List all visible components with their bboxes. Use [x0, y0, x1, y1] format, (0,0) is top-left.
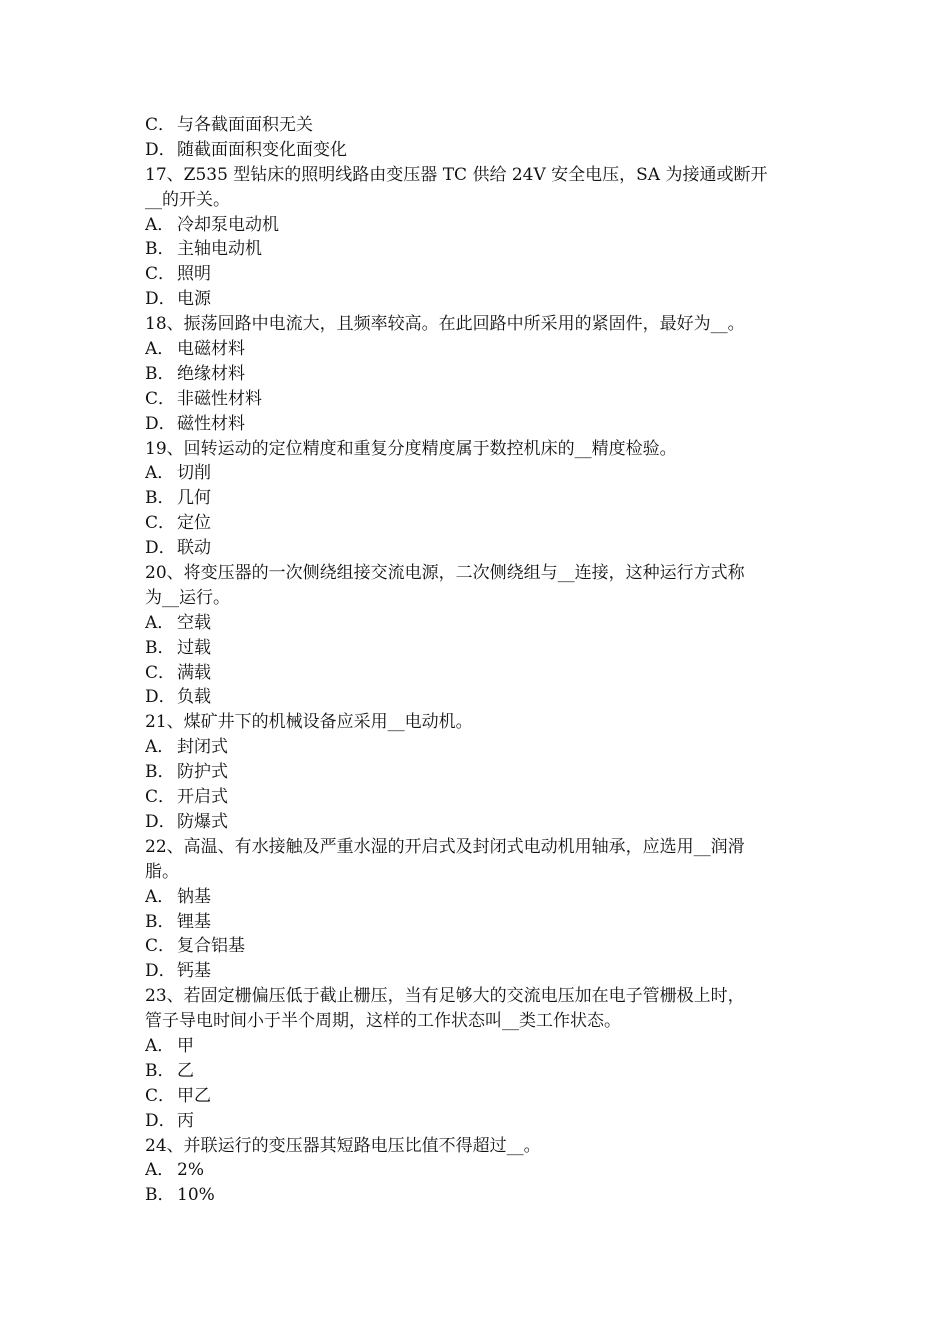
option-text: 防护式: [177, 762, 228, 783]
answer-option: [145, 760, 810, 785]
question-text-line: 17、Z535 型钻床的照明线路由变压器 TC 供给 24V 安全电压，SA 为接通或断开: [145, 164, 768, 185]
option-text: 与各截面面积无关: [177, 115, 313, 135]
answer-option: [145, 262, 810, 287]
option-text: 负载: [177, 687, 211, 708]
answer-option: [145, 461, 810, 486]
option-letter: C．: [145, 115, 176, 135]
option-letter: A．: [145, 1035, 175, 1056]
question-text-line: 脂。: [145, 861, 179, 882]
option-text: 复合铝基: [177, 936, 245, 957]
answer-option: [145, 287, 810, 312]
question-text-line: 24、并联运行的变压器其短路电压比值不得超过__。: [145, 1135, 541, 1156]
option-letter: A．: [145, 1160, 175, 1181]
option-text: 乙: [177, 1060, 194, 1081]
option-text: 冷却泵电动机: [177, 214, 279, 235]
option-letter: C．: [145, 662, 176, 683]
question-text-line: 22、高温、有水接触及严重水湿的开启式及封闭式电动机用轴承，应选用__润滑: [145, 836, 745, 857]
answer-option: [145, 885, 810, 910]
answer-option: [145, 611, 810, 636]
option-letter: D．: [145, 413, 176, 434]
option-letter: A．: [145, 339, 175, 360]
question-text-line: 18、振荡回路中电流大，且频率较高。在此回路中所采用的紧固件，最好为__。: [145, 314, 745, 335]
option-letter: B．: [145, 1060, 175, 1081]
option-letter: A．: [145, 886, 175, 907]
answer-option: [145, 934, 810, 959]
option-text: 防爆式: [177, 811, 228, 832]
option-text: 10%: [177, 1185, 215, 1206]
question-text-line: 20、将变压器的一次侧绕组接交流电源，二次侧绕组与__连接，这种运行方式称: [145, 563, 745, 584]
option-letter: D．: [145, 1110, 176, 1131]
option-text: 磁性材料: [177, 413, 245, 434]
option-text: 钙基: [177, 961, 211, 982]
option-text: 非磁性材料: [177, 388, 262, 409]
answer-option: [145, 213, 810, 238]
question-text-line: 管子导电时间小于半个周期，这样的工作状态叫__类工作状态。: [145, 1011, 621, 1032]
answer-option: [145, 337, 810, 362]
answer-option: [145, 536, 810, 561]
question-text-line: 21、煤矿井下的机械设备应采用__电动机。: [145, 712, 473, 733]
option-text: 钠基: [177, 886, 211, 907]
answer-option: [145, 810, 810, 835]
answer-option: [145, 735, 810, 760]
option-letter: D．: [145, 139, 176, 160]
option-text: 开启式: [177, 787, 228, 808]
option-text: 2%: [177, 1160, 204, 1181]
option-letter: D．: [145, 538, 176, 559]
option-text: 联动: [177, 538, 211, 559]
answer-option: [145, 685, 810, 710]
option-text: 甲乙: [177, 1085, 211, 1106]
option-text: 几何: [177, 488, 211, 509]
option-letter: C．: [145, 264, 176, 285]
option-letter: B．: [145, 363, 175, 384]
answer-option: [145, 412, 810, 437]
option-letter: A．: [145, 463, 175, 484]
answer-option: [145, 138, 810, 163]
document-body: [145, 113, 810, 1208]
answer-option: [145, 237, 810, 262]
answer-option: [145, 785, 810, 810]
answer-option: [145, 1109, 810, 1134]
answer-option: [145, 1084, 810, 1109]
option-text: 随截面面积变化面变化: [177, 139, 347, 160]
answer-option: [145, 1183, 810, 1208]
answer-option: [145, 661, 810, 686]
option-text: 空载: [177, 612, 211, 633]
option-text: 甲: [177, 1035, 194, 1056]
question-text-line: 19、回转运动的定位精度和重复分度精度属于数控机床的__精度检验。: [145, 438, 677, 459]
option-letter: B．: [145, 637, 175, 658]
answer-option: [145, 362, 810, 387]
answer-option: [145, 486, 810, 511]
option-letter: B．: [145, 911, 175, 932]
answer-option: [145, 113, 810, 138]
answer-option: [145, 1059, 810, 1084]
answer-option: [145, 910, 810, 935]
option-text: 绝缘材料: [177, 363, 245, 384]
option-text: 照明: [177, 264, 211, 285]
option-letter: B．: [145, 762, 175, 783]
option-letter: D．: [145, 687, 176, 708]
option-text: 封闭式: [177, 737, 228, 758]
answer-option: [145, 511, 810, 536]
option-letter: B．: [145, 239, 175, 260]
option-letter: A．: [145, 612, 175, 633]
option-text: 定位: [177, 513, 211, 534]
option-letter: C．: [145, 787, 176, 808]
option-text: 锂基: [177, 911, 211, 932]
answer-option: [145, 1158, 810, 1183]
option-letter: D．: [145, 811, 176, 832]
option-text: 过载: [177, 637, 211, 658]
option-text: 丙: [177, 1110, 194, 1131]
option-letter: D．: [145, 961, 176, 982]
option-letter: A．: [145, 214, 175, 235]
question-text-line: __的开关。: [145, 189, 230, 210]
option-letter: D．: [145, 289, 176, 310]
option-text: 电磁材料: [177, 339, 245, 360]
option-text: 电源: [177, 289, 211, 310]
answer-option: [145, 387, 810, 412]
option-text: 主轴电动机: [177, 239, 262, 260]
answer-option: [145, 959, 810, 984]
option-letter: C．: [145, 1085, 176, 1106]
question-text-line: 23、若固定栅偏压低于截止栅压，当有足够大的交流电压加在电子管栅极上时，: [145, 986, 745, 1007]
option-letter: C．: [145, 513, 176, 534]
option-letter: C．: [145, 936, 176, 957]
option-letter: B．: [145, 1185, 175, 1206]
answer-option: [145, 1034, 810, 1059]
answer-option: [145, 636, 810, 661]
option-letter: A．: [145, 737, 175, 758]
option-letter: C．: [145, 388, 176, 409]
option-text: 切削: [177, 463, 211, 484]
question-text-line: 为__运行。: [145, 587, 230, 608]
option-letter: B．: [145, 488, 175, 509]
option-text: 满载: [177, 662, 211, 683]
